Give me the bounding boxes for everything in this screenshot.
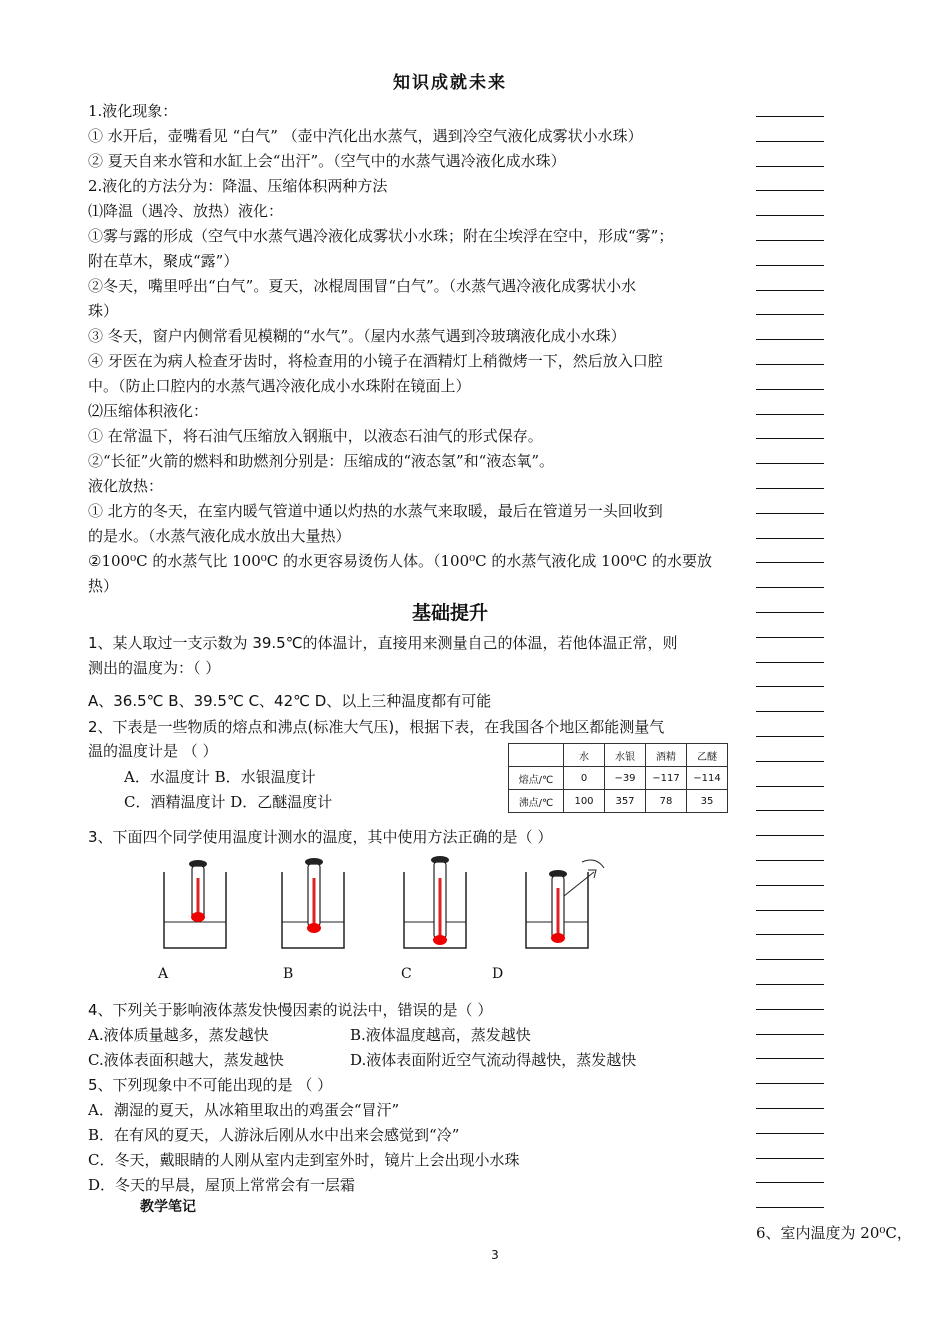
- teaching-notes-label: 教学笔记: [140, 1199, 196, 1215]
- notes-rule-line: [756, 686, 824, 687]
- notes-rule-line: [756, 215, 824, 216]
- notes-rule-line: [756, 1009, 824, 1010]
- table-cell: 0: [564, 767, 605, 790]
- notes-rule-line: [756, 488, 824, 489]
- notes-rule-line: [756, 910, 824, 911]
- q4-option-a: A.液体质量越多，蒸发越快: [88, 1026, 269, 1044]
- notes-rule-line: [756, 265, 824, 266]
- text-line: ① 水开后，壶嘴看见 “白气” （壶中汽化出水蒸气，遇到冷空气液化成雾状小水珠）: [88, 127, 643, 145]
- thermometer-figure-b: [278, 852, 348, 952]
- table-cell: 沸点/℃: [509, 790, 564, 813]
- q2-text: 2、下表是一些物质的熔点和沸点(标准大气压)，根据下表，在我国各个地区都能测量气: [88, 718, 665, 736]
- notes-rule-line: [756, 934, 824, 935]
- q4-option-b: B.液体温度越高，蒸发越快: [350, 1026, 531, 1044]
- notes-rule-line: [756, 885, 824, 886]
- table-cell: 357: [605, 790, 646, 813]
- q5-option-a: A．潮湿的夏天，从冰箱里取出的鸡蛋会“冒汗”: [88, 1101, 400, 1119]
- notes-rule-line: [756, 463, 824, 464]
- notes-rule-line: [756, 290, 824, 291]
- notes-rule-line: [756, 141, 824, 142]
- q2-options-ab: A．水温度计 B．水银温度计: [124, 768, 316, 786]
- notes-rule-line: [756, 761, 824, 762]
- text-line: 2.液化的方法分为：降温、压缩体积两种方法: [88, 177, 388, 195]
- notes-rule-line: [756, 984, 824, 985]
- notes-rule-line: [756, 116, 824, 117]
- notes-rule-line: [756, 587, 824, 588]
- text-line: ②冬天，嘴里呼出“白气”。夏天，冰棍周围冒“白气”。（水蒸气遇冷液化成雾状小水: [88, 277, 637, 295]
- figure-label-b: B: [283, 966, 294, 982]
- text-line: 液化放热：: [88, 477, 164, 495]
- notes-rule-line: [756, 959, 824, 960]
- q5-option-c: C．冬天，戴眼睛的人刚从室内走到室外时，镜片上会出现小水珠: [88, 1151, 520, 1169]
- figure-label-d: D: [492, 966, 504, 982]
- text-line: 中。（防止口腔内的水蒸气遇冷液化成小水珠附在镜面上）: [88, 377, 471, 395]
- notes-rule-line: [756, 414, 824, 415]
- table-cell: 水: [564, 744, 605, 767]
- q1-text: 测出的温度为：（ ）: [88, 659, 221, 677]
- table-cell: −114: [687, 767, 728, 790]
- thermometer-figure-d: [522, 852, 612, 952]
- page-number: 3: [491, 1248, 499, 1262]
- notes-rule-line: [756, 810, 824, 811]
- table-cell: 乙醚: [687, 744, 728, 767]
- text-line: 热）: [88, 577, 119, 595]
- text-line: 珠）: [88, 302, 119, 320]
- notes-rule-line: [756, 1158, 824, 1159]
- table-cell: 78: [646, 790, 687, 813]
- notes-rule-line: [756, 1083, 824, 1084]
- section-title: 基础提升: [411, 602, 488, 624]
- text-line: ②“长征”火箭的燃料和助燃剂分别是：压缩成的“液态氢”和“液态氧”。: [88, 452, 555, 470]
- notes-rule-line: [756, 860, 824, 861]
- text-line: ③ 冬天，窗户内侧常看见模糊的“水气”。（屋内水蒸气遇到冷玻璃液化成小水珠）: [88, 327, 626, 345]
- melting-boiling-table: [508, 743, 728, 813]
- notes-rule-line: [756, 612, 824, 613]
- notes-rule-line: [756, 1207, 824, 1208]
- q4-option-d: D.液体表面附近空气流动得越快，蒸发越快: [350, 1051, 637, 1069]
- page-title: 知识成就未来: [393, 73, 507, 93]
- notes-rule-line: [756, 339, 824, 340]
- text-line: ① 北方的冬天，在室内暖气管道中通以灼热的水蒸气来取暖，最后在管道另一头回收到: [88, 502, 663, 520]
- text-line: 附在草木，聚成“露”）: [88, 252, 239, 270]
- text-line: ⑵压缩体积液化：: [88, 402, 209, 420]
- thermometer-figure-a: [160, 852, 230, 952]
- table-cell: 35: [687, 790, 728, 813]
- q5-option-d: D．冬天的早晨，屋顶上常常会有一层霜: [88, 1176, 356, 1194]
- q2-text: 温的温度计是 （ ）: [88, 742, 218, 760]
- notes-rule-line: [756, 562, 824, 563]
- table-cell: 熔点/℃: [509, 767, 564, 790]
- notes-rule-line: [756, 711, 824, 712]
- thermometer-figure-c: [400, 852, 470, 952]
- notes-rule-line: [756, 1108, 824, 1109]
- text-line: 1.液化现象：: [88, 102, 178, 120]
- table-row: [509, 790, 728, 813]
- notes-rule-line: [756, 364, 824, 365]
- notes-rule-line: [756, 438, 824, 439]
- table-cell: 100: [564, 790, 605, 813]
- text-line: ① 在常温下，将石油气压缩放入钢瓶中，以液态石油气的形式保存。: [88, 427, 543, 445]
- notes-rule-line: [756, 513, 824, 514]
- q5-text: 5、下列现象中不可能出现的是 （ ）: [88, 1076, 333, 1094]
- side-question-text: 6、室内温度为 20⁰C，: [756, 1224, 912, 1242]
- q4-option-c: C.液体表面积越大，蒸发越快: [88, 1051, 284, 1069]
- q1-text: 1、某人取过一支示数为 39.5℃的体温计，直接用来测量自己的体温，若他体温正常，则: [88, 634, 678, 652]
- notes-rule-line: [756, 1182, 824, 1183]
- q4-text: 4、下列关于影响液体蒸发快慢因素的说法中，错误的是（ ）: [88, 1001, 493, 1019]
- notes-rule-line: [756, 389, 824, 390]
- notes-rule-line: [756, 786, 824, 787]
- text-line: 的是水。（水蒸气液化成水放出大量热）: [88, 527, 351, 545]
- text-line: ①雾与露的形成（空气中水蒸气遇冷液化成雾状小水珠；附在尘埃浮在空中，形成“雾”；: [88, 227, 674, 245]
- q5-option-b: B．在有风的夏天，人游泳后刚从水中出来会感觉到“冷”: [88, 1126, 460, 1144]
- table-cell: 酒精: [646, 744, 687, 767]
- q2-options-cd: C．酒精温度计 D．乙醚温度计: [124, 793, 333, 811]
- q1-options: A、36.5℃ B、39.5℃ C、42℃ D、以上三种温度都有可能: [88, 692, 492, 710]
- text-line: ②100⁰C 的水蒸气比 100⁰C 的水更容易烫伤人体。（100⁰C 的水蒸气液化成 100⁰C 的水要放: [88, 552, 713, 570]
- notes-rule-line: [756, 1034, 824, 1035]
- notes-rule-line: [756, 166, 824, 167]
- notes-rule-line: [756, 736, 824, 737]
- notes-rule-line: [756, 190, 824, 191]
- text-line: ⑴降温（遇冷、放热）液化：: [88, 202, 284, 220]
- notes-rule-line: [756, 538, 824, 539]
- notes-rule-line: [756, 1058, 824, 1059]
- table-row: [509, 744, 728, 767]
- notes-rule-line: [756, 314, 824, 315]
- notes-rule-line: [756, 637, 824, 638]
- notes-rule-line: [756, 240, 824, 241]
- q3-text: 3、下面四个同学使用温度计测水的温度，其中使用方法正确的是（ ）: [88, 828, 553, 846]
- text-line: ④ 牙医在为病人检查牙齿时，将检查用的小镜子在酒精灯上稍微烤一下，然后放入口腔: [88, 352, 663, 370]
- notes-rule-line: [756, 662, 824, 663]
- notes-rule-line: [756, 835, 824, 836]
- figure-label-a: A: [158, 966, 169, 982]
- table-cell: [509, 744, 564, 767]
- table-row: [509, 767, 728, 790]
- text-line: ② 夏天自来水管和水缸上会“出汗”。（空气中的水蒸气遇冷液化成水珠）: [88, 152, 566, 170]
- figure-label-c: C: [401, 966, 412, 982]
- table-cell: −39: [605, 767, 646, 790]
- table-cell: −117: [646, 767, 687, 790]
- table-cell: 水银: [605, 744, 646, 767]
- notes-rule-line: [756, 1133, 824, 1134]
